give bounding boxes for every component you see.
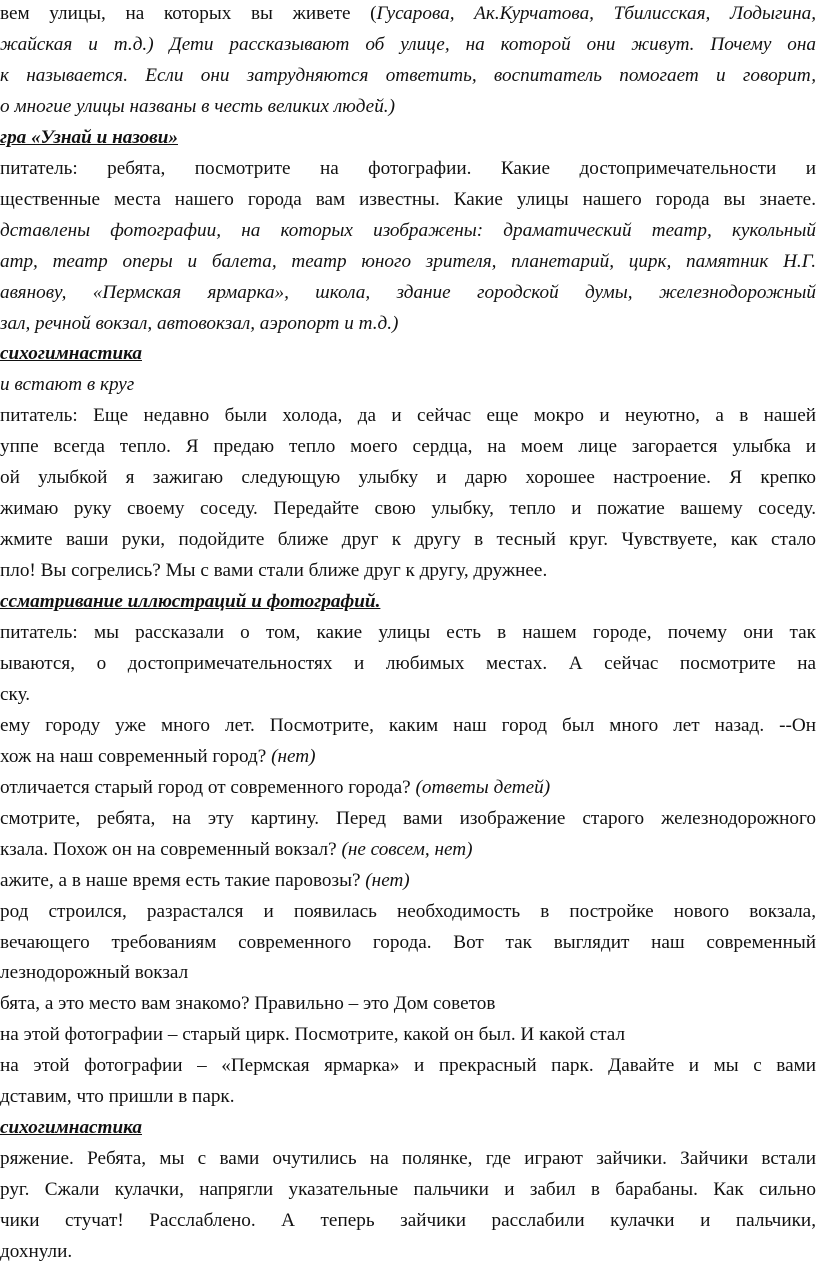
text-segment: (не совсем, нет) — [341, 838, 473, 860]
text-segment: к называется. Если они затрудняются ответить, воспитатель помогает и говорит, — [0, 64, 816, 86]
text-line — [0, 1174, 816, 1205]
text-segment: вечающего требованиям современного города. Вот так выглядит наш современный — [0, 931, 816, 953]
text-line — [0, 1205, 816, 1236]
text-segment: ой улыбкой я зажигаю следующую улыбку и дарю хорошее настроение. Я крепко — [0, 467, 816, 489]
text-line — [0, 648, 816, 679]
text-segment: на этой фотографии – «Пермская ярмарка» и прекрасный парк. Давайте и мы с вами — [0, 1055, 816, 1077]
text-line — [0, 91, 816, 122]
text-line — [0, 1081, 816, 1112]
text-line — [0, 1143, 816, 1174]
text-line — [0, 865, 816, 896]
text-line — [0, 1019, 816, 1050]
text-line — [0, 369, 816, 400]
text-line — [0, 803, 816, 834]
text-segment: гра «Узнай и назови» — [0, 126, 178, 148]
text-segment: ряжение. Ребята, мы с вами очутились на полянке, где играют зайчики. Зайчики встали — [0, 1148, 816, 1170]
text-line — [0, 555, 816, 586]
text-line — [0, 493, 816, 524]
text-segment: сихогимнастика — [0, 343, 142, 365]
text-segment: пло! Вы согрелись? Мы с вами стали ближе друг к другу, дружнее. — [0, 560, 548, 582]
text-line — [0, 988, 816, 1019]
text-segment: жайская и т.д.) Дети рассказывают об улице, на которой они живут. Почему она — [0, 33, 816, 55]
text-segment: жмите ваши руки, подойдите ближе друг к другу в тесный круг. Чувствуете, как стало — [0, 529, 816, 551]
text-segment: ссматривание иллюстраций и фотографий. — [0, 591, 381, 613]
text-line — [0, 29, 816, 60]
text-line — [0, 896, 816, 927]
text-line — [0, 215, 816, 246]
section-heading — [0, 338, 816, 369]
text-segment: смотрите, ребята, на эту картину. Перед вами изображение старого железнодорожного — [0, 807, 816, 829]
text-segment: авянову, «Пермская ярмарка», школа, здание городской думы, железнодорожный — [0, 281, 816, 303]
text-segment: (нет) — [271, 745, 316, 767]
text-line — [0, 927, 816, 958]
text-line — [0, 957, 816, 988]
text-line — [0, 153, 816, 184]
text-segment: ажите, а в наше время есть такие паровозы? — [0, 869, 366, 891]
text-line — [0, 1236, 816, 1267]
text-segment: на этой фотографии – старый цирк. Посмотрите, какой он был. И какой стал — [0, 1024, 626, 1046]
text-segment: (нет) — [365, 869, 410, 891]
text-segment: уппе всегда тепло. Я предаю тепло моего сердца, на моем лице загорается улыбка и — [0, 436, 816, 458]
text-segment: питатель: Еще недавно были холода, да и сейчас еще мокро и неуютно, а в нашей — [0, 405, 816, 427]
text-line — [0, 741, 816, 772]
text-segment: о многие улицы названы в честь великих людей.) — [0, 95, 395, 117]
text-segment: питатель: ребята, посмотрите на фотографии. Какие достопримечательности и — [0, 157, 816, 179]
text-line — [0, 0, 816, 29]
text-segment: атр, театр оперы и балета, театр юного зрителя, планетарий, цирк, памятник Н.Г. — [0, 250, 816, 272]
section-heading — [0, 122, 816, 153]
text-segment: бята, а это место вам знакомо? Правильно – это Дом советов — [0, 993, 496, 1015]
text-segment: щественные места нашего города вам известны. Какие улицы нашего города вы знаете. — [0, 188, 816, 210]
text-segment: дохнули. — [0, 1241, 73, 1262]
text-line — [0, 246, 816, 277]
text-segment: лезнодорожный вокзал — [0, 962, 189, 984]
text-segment: чики стучат! Расслаблено. А теперь зайчики расслабили кулачки и пальчики, — [0, 1210, 816, 1232]
text-segment: дставлены фотографии, на которых изображены: драматический театр, кукольный — [0, 219, 816, 241]
text-line — [0, 710, 816, 741]
text-segment: род строился, разрастался и появилась необходимость в постройке нового вокзала, — [0, 900, 816, 922]
text-line — [0, 524, 816, 555]
text-segment: ему городу уже много лет. Посмотрите, каким наш город был много лет назад. --Он — [0, 714, 816, 736]
text-segment: дставим, что пришли в парк. — [0, 1086, 235, 1108]
text-line — [0, 772, 816, 803]
text-segment: руг. Сжали кулачки, напрягли указательные пальчики и забил в барабаны. Как сильно — [0, 1179, 816, 1201]
text-line — [0, 462, 816, 493]
text-line — [0, 184, 816, 215]
text-segment: отличается старый город от современного города? — [0, 776, 416, 798]
section-heading — [0, 586, 816, 617]
text-segment: кзала. Похож он на современный вокзал? — [0, 838, 342, 860]
text-line — [0, 617, 816, 648]
text-line — [0, 308, 816, 339]
text-line — [0, 1050, 816, 1081]
text-segment: зал, речной вокзал, автовокзал, аэропорт и т.д.) — [0, 312, 399, 334]
text-segment: Гусарова, Ак.Курчатова, Тбилисская, Лодыгина, — [376, 3, 816, 24]
text-segment: жимаю руку своему соседу. Передайте свою улыбку, тепло и пожатие вашему соседу. — [0, 498, 816, 520]
text-line — [0, 60, 816, 91]
section-heading — [0, 1112, 816, 1143]
text-segment: питатель: мы рассказали о том, какие улицы есть в нашем городе, почему они так — [0, 622, 816, 643]
text-line — [0, 834, 816, 865]
text-segment: и встают в круг — [0, 374, 135, 396]
text-line — [0, 431, 816, 462]
text-line — [0, 679, 816, 710]
text-line — [0, 277, 816, 308]
text-segment: (ответы детей) — [415, 776, 551, 798]
text-segment: вем улицы, на которых вы живете ( — [0, 3, 377, 24]
text-line — [0, 400, 816, 431]
text-segment: ску. — [0, 683, 31, 705]
text-segment: ываются, о достопримечательностях и любимых местах. А сейчас посмотрите на — [0, 652, 816, 674]
text-segment: хож на наш современный город? — [0, 745, 272, 767]
text-segment: сихогимнастика — [0, 1117, 142, 1139]
